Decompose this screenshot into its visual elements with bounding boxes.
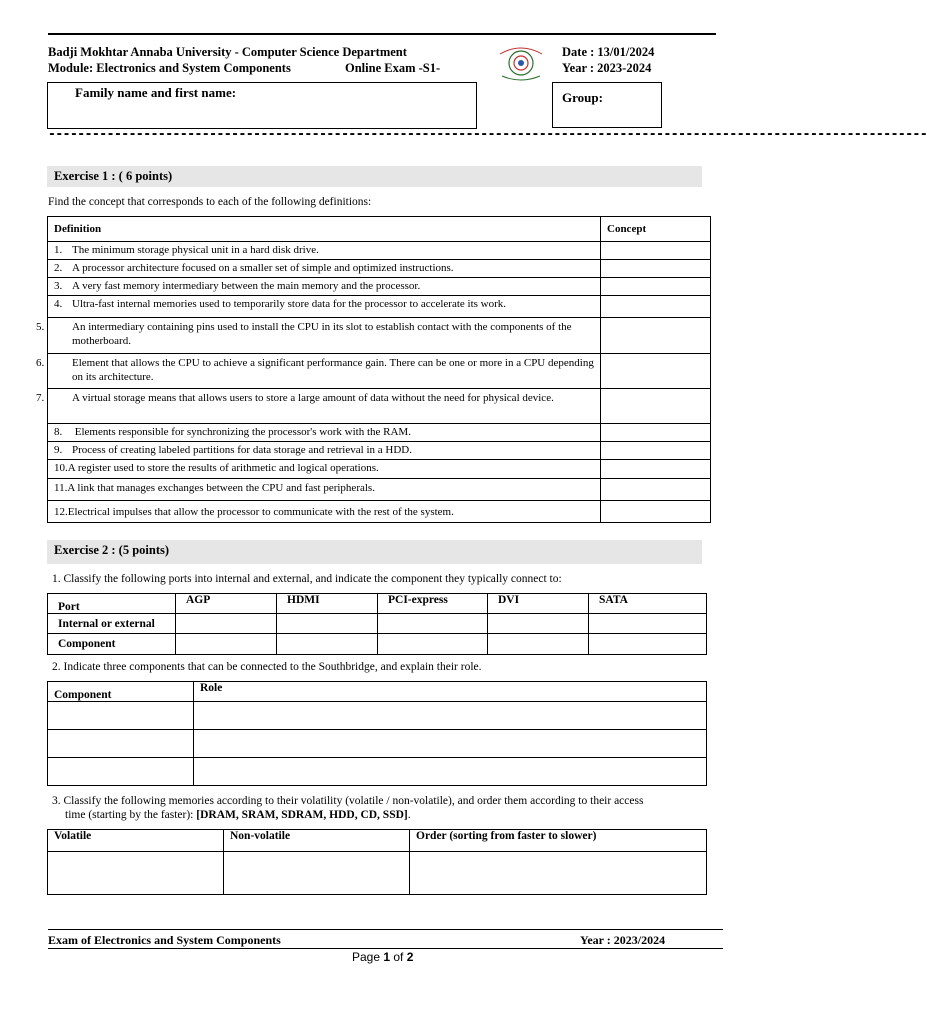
volatile-header: Volatile <box>48 830 224 852</box>
definition-row: 9. Process of creating labeled partitions for data storage and retrieval in a HDD. <box>48 442 711 460</box>
definition-row: 3. A very fast memory intermediary between the main memory and the processor. <box>48 278 711 296</box>
concept-answer-cell[interactable] <box>601 354 711 389</box>
definition-row: 1. The minimum storage physical unit in a hard disk drive. <box>48 242 711 260</box>
southbridge-row <box>48 702 707 730</box>
exam-type: Online Exam -S1- <box>345 61 441 75</box>
footer-bottom-rule <box>48 948 723 949</box>
port-agp: AGP <box>176 594 277 614</box>
port-type-cell[interactable] <box>176 614 277 634</box>
internal-external-row-label: Internal or external <box>48 614 176 634</box>
academic-year: Year : 2023-2024 <box>562 61 652 75</box>
port-sata: SATA <box>589 594 707 614</box>
definition-row: 5. An intermediary containing pins used to install the CPU in its slot to establish contact with the components of the motherboard. <box>48 318 711 354</box>
sb-role-cell[interactable] <box>194 730 707 758</box>
header-top-rule <box>48 33 716 35</box>
group-field[interactable] <box>552 82 662 128</box>
port-component-cell[interactable] <box>488 634 589 655</box>
exercise2-q3-line1: 3. Classify the following memories according to their volatility (volatile / non-volatile), and order them according to their access <box>52 795 644 807</box>
name-field-label: Family name and first name: <box>75 85 237 100</box>
exercise2-q2: 2. Indicate three components that can be connected to the Southbridge, and explain their role. <box>52 661 482 673</box>
exercise2-q1: 1. Classify the following ports into internal and external, and indicate the component they typically connect to: <box>52 573 562 585</box>
definition-row: 7. A virtual storage means that allows users to store a large amount of data without the need for physical device. <box>48 389 711 424</box>
definition-row: 6. Element that allows the CPU to achieve a significant performance gain. There can be one or more in a CPU depending on its architecture. <box>48 354 711 389</box>
concept-answer-cell[interactable] <box>601 479 711 501</box>
separator-line: ------------------------------------------------------------------------------------------------------------------------ <box>48 127 927 142</box>
exam-date: Date : 13/01/2024 <box>562 45 655 59</box>
exercise2-title: Exercise 2 : (5 points) <box>47 540 702 564</box>
sb-component-cell[interactable] <box>48 730 194 758</box>
concept-answer-cell[interactable] <box>601 296 711 318</box>
definitions-table <box>36 216 711 523</box>
definition-row: 2. A processor architecture focused on a smaller set of simple and optimized instructions. <box>48 260 711 278</box>
concept-answer-cell[interactable] <box>601 501 711 523</box>
port-component-cell[interactable] <box>378 634 488 655</box>
volatile-cell[interactable] <box>48 852 224 895</box>
port-component-cell[interactable] <box>176 634 277 655</box>
port-hdmi: HDMI <box>277 594 378 614</box>
exercise1-instruction: Find the concept that corresponds to each of the following definitions: <box>48 196 372 208</box>
concept-answer-cell[interactable] <box>601 442 711 460</box>
footer-top-rule <box>48 929 723 930</box>
exercise2-q3-line2: time (starting by the faster): [DRAM, SRAM, SDRAM, HDD, CD, SSD]. <box>65 809 411 821</box>
name-field[interactable] <box>47 82 477 129</box>
group-field-label: Group: <box>562 90 603 105</box>
concept-answer-cell[interactable] <box>601 260 711 278</box>
concept-answer-cell[interactable] <box>601 424 711 442</box>
port-type-cell[interactable] <box>277 614 378 634</box>
port-dvi: DVI <box>488 594 589 614</box>
port-component-cell[interactable] <box>589 634 707 655</box>
footer-year: Year : 2023/2024 <box>580 933 666 947</box>
order-header: Order (sorting from faster to slower) <box>410 830 707 852</box>
sb-component-header: Component <box>48 682 194 702</box>
university-title: Badji Mokhtar Annaba University - Computer Science Department <box>48 45 407 59</box>
university-logo <box>492 44 550 84</box>
sb-component-cell[interactable] <box>48 758 194 786</box>
sb-component-cell[interactable] <box>48 702 194 730</box>
component-row-label: Component <box>48 634 176 655</box>
exercise1-title: Exercise 1 : ( 6 points) <box>47 166 702 187</box>
port-type-cell[interactable] <box>488 614 589 634</box>
memory-answer-row <box>48 852 707 895</box>
southbridge-row <box>48 758 707 786</box>
definition-row: 4. Ultra-fast internal memories used to temporarily store data for the processor to accelerate its work. <box>48 296 711 318</box>
nonvolatile-header: Non-volatile <box>224 830 410 852</box>
definitions-col-header: Definition <box>48 217 601 242</box>
concept-answer-cell[interactable] <box>601 389 711 424</box>
port-type-cell[interactable] <box>378 614 488 634</box>
port-pci-express: PCI-express <box>378 594 488 614</box>
port-type-cell[interactable] <box>589 614 707 634</box>
definition-row: 8. Elements responsible for synchronizing the processor's work with the RAM. <box>48 424 711 442</box>
definition-row: 12.Electrical impulses that allow the processor to communicate with the rest of the system. <box>48 501 711 523</box>
sb-role-cell[interactable] <box>194 702 707 730</box>
page-number: Page 1 of 2 <box>352 950 414 964</box>
southbridge-table <box>47 681 707 786</box>
sb-role-cell[interactable] <box>194 758 707 786</box>
concept-answer-cell[interactable] <box>601 242 711 260</box>
concept-answer-cell[interactable] <box>601 278 711 296</box>
port-component-cell[interactable] <box>277 634 378 655</box>
definition-row: 10.A register used to store the results of arithmetic and logical operations. <box>48 460 711 479</box>
ports-row-label: Port <box>48 594 176 614</box>
module-title: Module: Electronics and System Components <box>48 61 291 75</box>
concept-answer-cell[interactable] <box>601 318 711 354</box>
footer-exam-title: Exam of Electronics and System Components <box>48 933 281 947</box>
concept-col-header: Concept <box>601 217 711 242</box>
ports-table <box>47 593 707 655</box>
nonvolatile-cell[interactable] <box>224 852 410 895</box>
order-cell[interactable] <box>410 852 707 895</box>
definition-row: 11.A link that manages exchanges between the CPU and fast peripherals. <box>48 479 711 501</box>
memory-table <box>47 829 707 895</box>
sb-role-header: Role <box>194 682 707 702</box>
southbridge-row <box>48 730 707 758</box>
concept-answer-cell[interactable] <box>601 460 711 479</box>
